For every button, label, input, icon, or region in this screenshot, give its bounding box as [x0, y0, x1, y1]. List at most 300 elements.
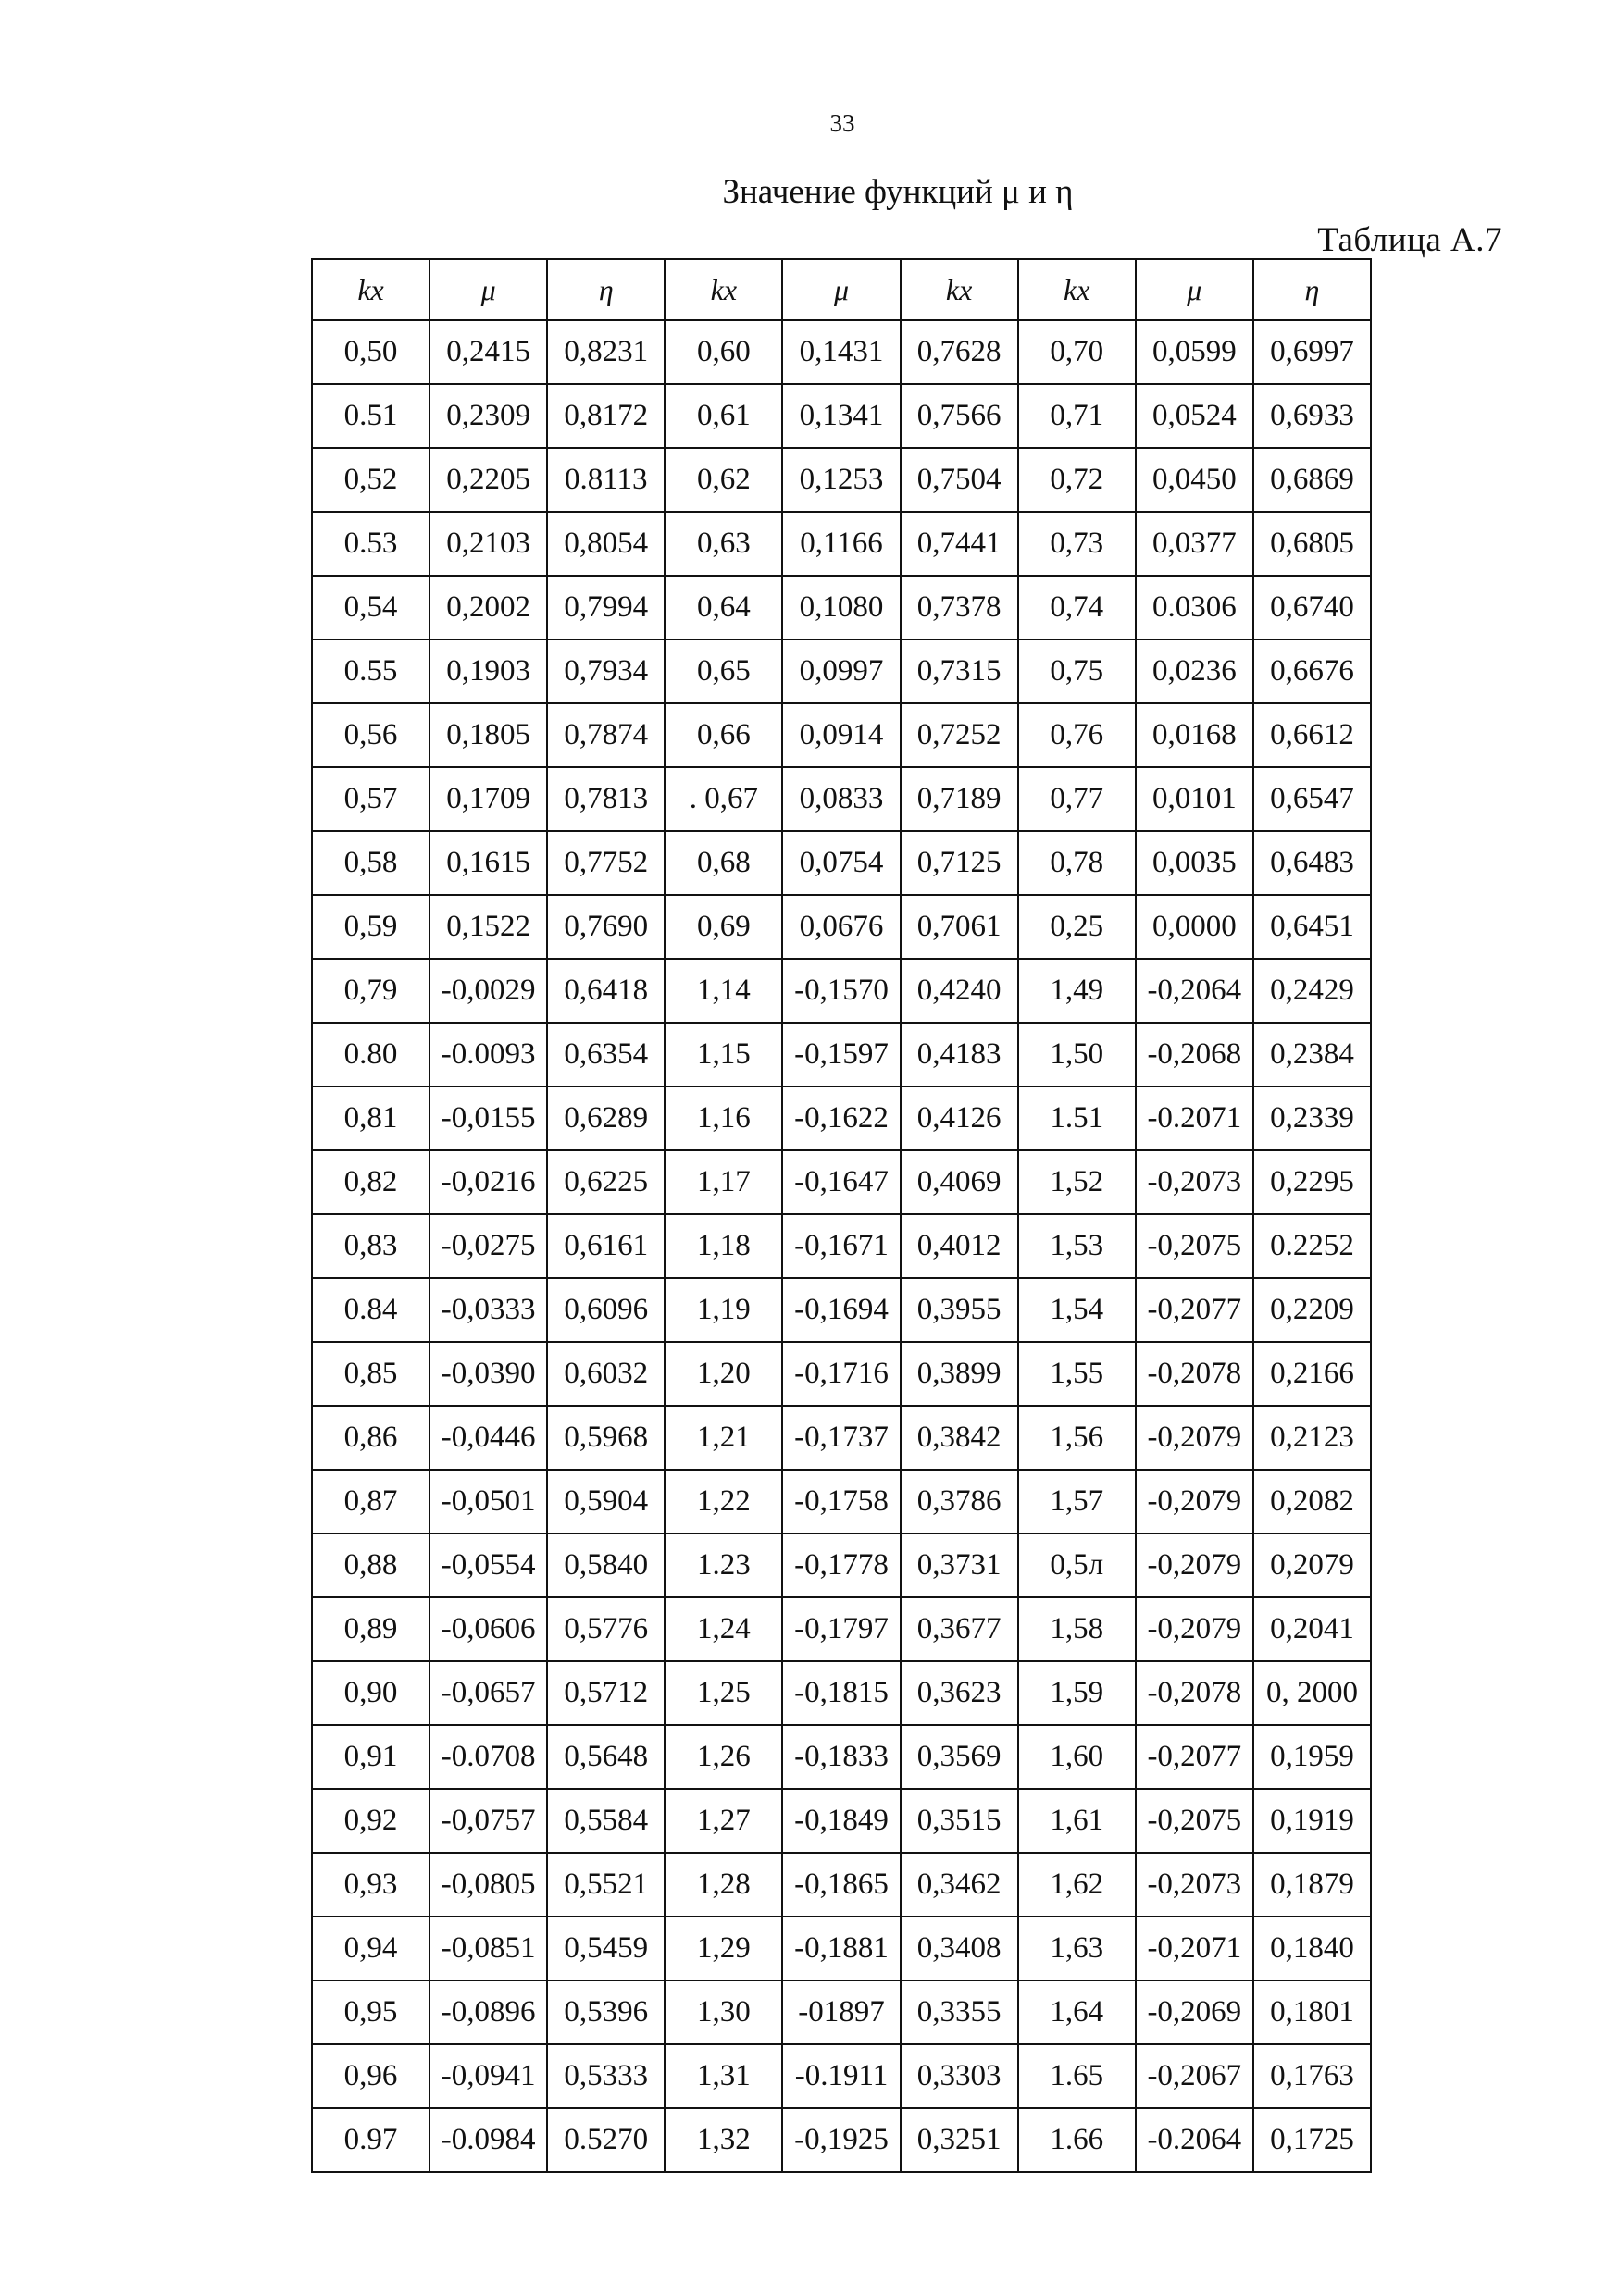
table-cell: 0,3408: [901, 1917, 1018, 1980]
table-cell: 0,6547: [1253, 767, 1371, 831]
table-cell: 0,2082: [1253, 1470, 1371, 1533]
table-cell: -0,0029: [429, 959, 547, 1023]
table-cell: 0,59: [312, 895, 429, 959]
table-cell: -0,1737: [782, 1406, 900, 1470]
table-cell: 0,82: [312, 1150, 429, 1214]
table-cell: 0,0377: [1136, 512, 1253, 576]
table-cell: 1,17: [665, 1150, 782, 1214]
table-cell: 0.80: [312, 1023, 429, 1086]
table-cell: 0,7441: [901, 512, 1018, 576]
table-cell: 1.66: [1018, 2108, 1136, 2172]
table-cell: 0,83: [312, 1214, 429, 1278]
table-cell: 0,1725: [1253, 2108, 1371, 2172]
table-cell: 0,6289: [547, 1086, 665, 1150]
table-cell: 0,92: [312, 1789, 429, 1853]
table-cell: 0,7378: [901, 576, 1018, 639]
table-row: [312, 1086, 1371, 1150]
table-cell: -0.2071: [1136, 1086, 1253, 1150]
table-cell: 0,8054: [547, 512, 665, 576]
table-cell: 1,58: [1018, 1597, 1136, 1661]
table-cell: 0,50: [312, 320, 429, 384]
table-cell: -0,0757: [429, 1789, 547, 1853]
table-cell: 0,6483: [1253, 831, 1371, 895]
table-cell: 0,6096: [547, 1278, 665, 1342]
table-cell: 1.51: [1018, 1086, 1136, 1150]
table-cell: 1,28: [665, 1853, 782, 1917]
table-cell: -0,2073: [1136, 1150, 1253, 1214]
table-cell: 0,4240: [901, 959, 1018, 1023]
table-cell: 0,7315: [901, 639, 1018, 703]
table-cell: 0,2209: [1253, 1278, 1371, 1342]
table-cell: 0,3731: [901, 1533, 1018, 1597]
table-cell: 0,2166: [1253, 1342, 1371, 1406]
table-cell: -0,0805: [429, 1853, 547, 1917]
table-cell: 0,1080: [782, 576, 900, 639]
table-cell: 0,89: [312, 1597, 429, 1661]
table-cell: 0,0754: [782, 831, 900, 895]
table-cell: 0,5396: [547, 1980, 665, 2044]
table-cell: 0,0676: [782, 895, 900, 959]
table-cell: 0,81: [312, 1086, 429, 1150]
table-cell: 0,63: [665, 512, 782, 576]
column-header: kx: [1018, 259, 1136, 320]
table-cell: -0,2078: [1136, 1342, 1253, 1406]
column-header: μ: [429, 259, 547, 320]
table-row: [312, 576, 1371, 639]
table-cell: 0,5968: [547, 1406, 665, 1470]
table-row: [312, 320, 1371, 384]
table-cell: 1,22: [665, 1470, 782, 1533]
table-cell: 0,1805: [429, 703, 547, 767]
table-cell: 0,2079: [1253, 1533, 1371, 1597]
table-cell: 0,85: [312, 1342, 429, 1406]
table-cell: 0,87: [312, 1470, 429, 1533]
table-cell: 0,3955: [901, 1278, 1018, 1342]
table-cell: 0,93: [312, 1853, 429, 1917]
table-cell: 0,6612: [1253, 703, 1371, 767]
table-cell: 0,2429: [1253, 959, 1371, 1023]
table-label: Таблица А.7: [1317, 221, 1502, 259]
table-cell: 0,1615: [429, 831, 547, 895]
table-cell: 0,7628: [901, 320, 1018, 384]
table-cell: 0.84: [312, 1278, 429, 1342]
table-cell: 1,62: [1018, 1853, 1136, 1917]
table-cell: 0,7690: [547, 895, 665, 959]
table-cell: 0,6869: [1253, 448, 1371, 512]
table-cell: 1,63: [1018, 1917, 1136, 1980]
table-cell: 0,2103: [429, 512, 547, 576]
table-row: [312, 1023, 1371, 1086]
table-cell: 0,7752: [547, 831, 665, 895]
table-cell: 0.97: [312, 2108, 429, 2172]
table-header-row: [312, 259, 1371, 320]
table-body: [312, 320, 1371, 2172]
table-cell: -0,0554: [429, 1533, 547, 1597]
table-cell: -0,2068: [1136, 1023, 1253, 1086]
table-cell: 1.23: [665, 1533, 782, 1597]
table-cell: -0,0216: [429, 1150, 547, 1214]
table-cell: 1,26: [665, 1725, 782, 1789]
table-cell: 0,6933: [1253, 384, 1371, 448]
table-cell: 0,2002: [429, 576, 547, 639]
table-cell: 0,0000: [1136, 895, 1253, 959]
table-cell: 0,7813: [547, 767, 665, 831]
table-row: [312, 959, 1371, 1023]
table-row: [312, 703, 1371, 767]
table-row: [312, 1789, 1371, 1853]
page-number: 33: [829, 109, 855, 137]
table-row: [312, 384, 1371, 448]
table-cell: 1,31: [665, 2044, 782, 2108]
table-cell: -0,1865: [782, 1853, 900, 1917]
table-cell: 0,7566: [901, 384, 1018, 448]
table-cell: 0,1840: [1253, 1917, 1371, 1980]
table-cell: 0,2123: [1253, 1406, 1371, 1470]
table-cell: -0,0155: [429, 1086, 547, 1150]
table-cell: 0,6225: [547, 1150, 665, 1214]
table-cell: 0,6740: [1253, 576, 1371, 639]
table-cell: -0,2064: [1136, 959, 1253, 1023]
table-row: [312, 1661, 1371, 1725]
table-cell: 0,54: [312, 576, 429, 639]
table-cell: 1,52: [1018, 1150, 1136, 1214]
table-cell: 0,1959: [1253, 1725, 1371, 1789]
table-row: [312, 1214, 1371, 1278]
table-row: [312, 2044, 1371, 2108]
table-cell: 0,2041: [1253, 1597, 1371, 1661]
table-cell: -0,1833: [782, 1725, 900, 1789]
table-cell: 0,65: [665, 639, 782, 703]
table-cell: 0,2309: [429, 384, 547, 448]
function-values-table: [311, 258, 1372, 2173]
table-cell: 1,57: [1018, 1470, 1136, 1533]
column-header: kx: [312, 259, 429, 320]
table-row: [312, 1597, 1371, 1661]
table-cell: -0.0984: [429, 2108, 547, 2172]
table-cell: 0,5776: [547, 1597, 665, 1661]
table-cell: 0,60: [665, 320, 782, 384]
table-cell: 1,50: [1018, 1023, 1136, 1086]
table-row: [312, 1853, 1371, 1917]
table-cell: 1,59: [1018, 1661, 1136, 1725]
table-cell: -0,0446: [429, 1406, 547, 1470]
table-cell: 0,3569: [901, 1725, 1018, 1789]
table-cell: 0,8231: [547, 320, 665, 384]
table-cell: -0,2067: [1136, 2044, 1253, 2108]
table-row: [312, 1342, 1371, 1406]
table-cell: 1,21: [665, 1406, 782, 1470]
table-cell: -0.0708: [429, 1725, 547, 1789]
table-cell: 1,15: [665, 1023, 782, 1086]
table-cell: 0,7252: [901, 703, 1018, 767]
table-cell: 0,7934: [547, 639, 665, 703]
table-cell: 0,1763: [1253, 2044, 1371, 2108]
table-cell: 0,1801: [1253, 1980, 1371, 2044]
table-cell: 0,0914: [782, 703, 900, 767]
table-cell: . 0,67: [665, 767, 782, 831]
table-cell: 0,6451: [1253, 895, 1371, 959]
table-row: [312, 1725, 1371, 1789]
table-cell: 0,6418: [547, 959, 665, 1023]
table-cell: -0,1716: [782, 1342, 900, 1406]
table-cell: 1,27: [665, 1789, 782, 1853]
table-cell: 0.53: [312, 512, 429, 576]
table-cell: 1,53: [1018, 1214, 1136, 1278]
table-cell: -0.0093: [429, 1023, 547, 1086]
table-cell: 0,3251: [901, 2108, 1018, 2172]
table-cell: -0,1778: [782, 1533, 900, 1597]
table-cell: 0,0236: [1136, 639, 1253, 703]
table-cell: 0,7189: [901, 767, 1018, 831]
table-cell: -0,1570: [782, 959, 900, 1023]
table-cell: 0,88: [312, 1533, 429, 1597]
table-row: [312, 1533, 1371, 1597]
table-cell: 1,61: [1018, 1789, 1136, 1853]
column-header: kx: [901, 259, 1018, 320]
table-cell: 0,3899: [901, 1342, 1018, 1406]
table-cell: -0,1815: [782, 1661, 900, 1725]
table-cell: -0,0941: [429, 2044, 547, 2108]
table-cell: 0.55: [312, 639, 429, 703]
table-cell: 0,2384: [1253, 1023, 1371, 1086]
table-cell: 0,96: [312, 2044, 429, 2108]
table-cell: 0.51: [312, 384, 429, 448]
table-cell: -0,0333: [429, 1278, 547, 1342]
table-cell: 0,4012: [901, 1214, 1018, 1278]
table-cell: 0,3623: [901, 1661, 1018, 1725]
table-cell: 0,5333: [547, 2044, 665, 2108]
table-cell: 0,64: [665, 576, 782, 639]
table-cell: 0,79: [312, 959, 429, 1023]
table-cell: 0,6161: [547, 1214, 665, 1278]
table-cell: 0.8113: [547, 448, 665, 512]
table-cell: 1,18: [665, 1214, 782, 1278]
table-cell: -0.2064: [1136, 2108, 1253, 2172]
table-cell: 0,6805: [1253, 512, 1371, 576]
table-cell: 0,72: [1018, 448, 1136, 512]
column-header: μ: [782, 259, 900, 320]
table-cell: 0,5712: [547, 1661, 665, 1725]
table-cell: 1,30: [665, 1980, 782, 2044]
table-cell: 0,69: [665, 895, 782, 959]
table-cell: 0,74: [1018, 576, 1136, 639]
table-cell: 1,32: [665, 2108, 782, 2172]
table-cell: 1,14: [665, 959, 782, 1023]
table-cell: -0,1647: [782, 1150, 900, 1214]
table-cell: 0,94: [312, 1917, 429, 1980]
table-cell: 0,75: [1018, 639, 1136, 703]
column-header: μ: [1136, 259, 1253, 320]
column-header: kx: [665, 259, 782, 320]
table-cell: -0,0390: [429, 1342, 547, 1406]
table-cell: 0,3515: [901, 1789, 1018, 1853]
table-cell: 0,76: [1018, 703, 1136, 767]
table-cell: 0,95: [312, 1980, 429, 2044]
table-cell: 0,3786: [901, 1470, 1018, 1533]
table-cell: 0,3303: [901, 2044, 1018, 2108]
table-cell: 0,6032: [547, 1342, 665, 1406]
table-row: [312, 1980, 1371, 2044]
table-cell: -0,1925: [782, 2108, 900, 2172]
table-cell: 0,56: [312, 703, 429, 767]
table-row: [312, 2108, 1371, 2172]
table-cell: 1,25: [665, 1661, 782, 1725]
table-cell: 0,57: [312, 767, 429, 831]
table-cell: 1,64: [1018, 1980, 1136, 2044]
table-cell: -0,1671: [782, 1214, 900, 1278]
table-cell: -0,1881: [782, 1917, 900, 1980]
table-cell: -0,2079: [1136, 1597, 1253, 1661]
table-cell: 0,0450: [1136, 448, 1253, 512]
table-cell: 1,29: [665, 1917, 782, 1980]
table-cell: 0,4183: [901, 1023, 1018, 1086]
table-cell: 1,55: [1018, 1342, 1136, 1406]
table-cell: 0,86: [312, 1406, 429, 1470]
table-cell: 0,1253: [782, 448, 900, 512]
table-cell: 0,1166: [782, 512, 900, 576]
table-row: [312, 1278, 1371, 1342]
table-cell: 0,5521: [547, 1853, 665, 1917]
table-cell: 1,49: [1018, 959, 1136, 1023]
table-row: [312, 1917, 1371, 1980]
table-cell: -0,2073: [1136, 1853, 1253, 1917]
column-header: η: [547, 259, 665, 320]
table-cell: 1.65: [1018, 2044, 1136, 2108]
table-cell: 0,0524: [1136, 384, 1253, 448]
table-cell: 0,2295: [1253, 1150, 1371, 1214]
table-cell: 0,58: [312, 831, 429, 895]
table-cell: 0,4126: [901, 1086, 1018, 1150]
table-cell: 0,6997: [1253, 320, 1371, 384]
table-cell: 0,25: [1018, 895, 1136, 959]
table-cell: 0,1903: [429, 639, 547, 703]
table-cell: 1,16: [665, 1086, 782, 1150]
table-cell: 0,5904: [547, 1470, 665, 1533]
table-cell: 1,54: [1018, 1278, 1136, 1342]
table-cell: 1,60: [1018, 1725, 1136, 1789]
table-cell: -0,1849: [782, 1789, 900, 1853]
table-cell: -0,2069: [1136, 1980, 1253, 2044]
table-cell: 1,56: [1018, 1406, 1136, 1470]
table-cell: -0,2078: [1136, 1661, 1253, 1725]
table-cell: 0,3842: [901, 1406, 1018, 1470]
table-cell: 0,70: [1018, 320, 1136, 384]
table-cell: 0,0035: [1136, 831, 1253, 895]
table-cell: 0,5584: [547, 1789, 665, 1853]
table-cell: 0,1709: [429, 767, 547, 831]
table-cell: 0,3355: [901, 1980, 1018, 2044]
table-row: [312, 1406, 1371, 1470]
table-cell: 0,3462: [901, 1853, 1018, 1917]
table-cell: 0,1341: [782, 384, 900, 448]
table-cell: 0,6354: [547, 1023, 665, 1086]
table-cell: -0,2077: [1136, 1725, 1253, 1789]
table-cell: -0,2071: [1136, 1917, 1253, 1980]
table-cell: 0.5270: [547, 2108, 665, 2172]
table-cell: 0,8172: [547, 384, 665, 448]
table-cell: 0,7504: [901, 448, 1018, 512]
table-cell: 0,52: [312, 448, 429, 512]
table-cell: 0, 2000: [1253, 1661, 1371, 1725]
table-cell: -0,0501: [429, 1470, 547, 1533]
table-cell: 0,1522: [429, 895, 547, 959]
table-row: [312, 448, 1371, 512]
table-cell: -0,1597: [782, 1023, 900, 1086]
table-cell: -0,2079: [1136, 1533, 1253, 1597]
table-row: [312, 831, 1371, 895]
table-cell: 0,3677: [901, 1597, 1018, 1661]
table-cell: 0,7874: [547, 703, 665, 767]
table-cell: 0,0997: [782, 639, 900, 703]
table-cell: 0,1879: [1253, 1853, 1371, 1917]
table-cell: -0,2075: [1136, 1214, 1253, 1278]
table-cell: 0,0599: [1136, 320, 1253, 384]
table-cell: 0,68: [665, 831, 782, 895]
table-cell: -0,0851: [429, 1917, 547, 1980]
table-cell: 1,20: [665, 1342, 782, 1406]
table-cell: 0,7994: [547, 576, 665, 639]
table-cell: 1,19: [665, 1278, 782, 1342]
table-cell: 0.0306: [1136, 576, 1253, 639]
table-row: [312, 512, 1371, 576]
table-cell: -0,2077: [1136, 1278, 1253, 1342]
table-cell: -0,0896: [429, 1980, 547, 2044]
table-cell: -0,0657: [429, 1661, 547, 1725]
table-cell: -0,1758: [782, 1470, 900, 1533]
table-cell: 0,2339: [1253, 1086, 1371, 1150]
table-cell: 0,6676: [1253, 639, 1371, 703]
table-cell: 0,7061: [901, 895, 1018, 959]
table-cell: 0,0168: [1136, 703, 1253, 767]
table-cell: 0,73: [1018, 512, 1136, 576]
table-cell: 0,61: [665, 384, 782, 448]
table-row: [312, 895, 1371, 959]
table-cell: -0,0606: [429, 1597, 547, 1661]
table-cell: -0,1694: [782, 1278, 900, 1342]
table-cell: 0,5л: [1018, 1533, 1136, 1597]
table-cell: 0,2415: [429, 320, 547, 384]
table-cell: 0,5459: [547, 1917, 665, 1980]
table-cell: 1,24: [665, 1597, 782, 1661]
table-cell: 0,0833: [782, 767, 900, 831]
document-title: Значение функций μ и η: [722, 173, 1074, 211]
table-cell: 0,77: [1018, 767, 1136, 831]
table-cell: -0,2079: [1136, 1470, 1253, 1533]
table-cell: 0,7125: [901, 831, 1018, 895]
table-cell: 0.2252: [1253, 1214, 1371, 1278]
table-cell: 0,0101: [1136, 767, 1253, 831]
table-row: [312, 639, 1371, 703]
table-cell: 0,78: [1018, 831, 1136, 895]
table-cell: -0.1911: [782, 2044, 900, 2108]
table-cell: -0,2079: [1136, 1406, 1253, 1470]
table-cell: -0,0275: [429, 1214, 547, 1278]
table-cell: 0,2205: [429, 448, 547, 512]
table-cell: 0,4069: [901, 1150, 1018, 1214]
table-cell: 0,71: [1018, 384, 1136, 448]
table-cell: 0,1919: [1253, 1789, 1371, 1853]
table-cell: -0,1797: [782, 1597, 900, 1661]
table-row: [312, 767, 1371, 831]
table-cell: -01897: [782, 1980, 900, 2044]
table-cell: -0,2075: [1136, 1789, 1253, 1853]
table-cell: 0,66: [665, 703, 782, 767]
table-cell: 0,62: [665, 448, 782, 512]
table-cell: 0,5840: [547, 1533, 665, 1597]
table-cell: 0,1431: [782, 320, 900, 384]
column-header: η: [1253, 259, 1371, 320]
table-cell: -0,1622: [782, 1086, 900, 1150]
